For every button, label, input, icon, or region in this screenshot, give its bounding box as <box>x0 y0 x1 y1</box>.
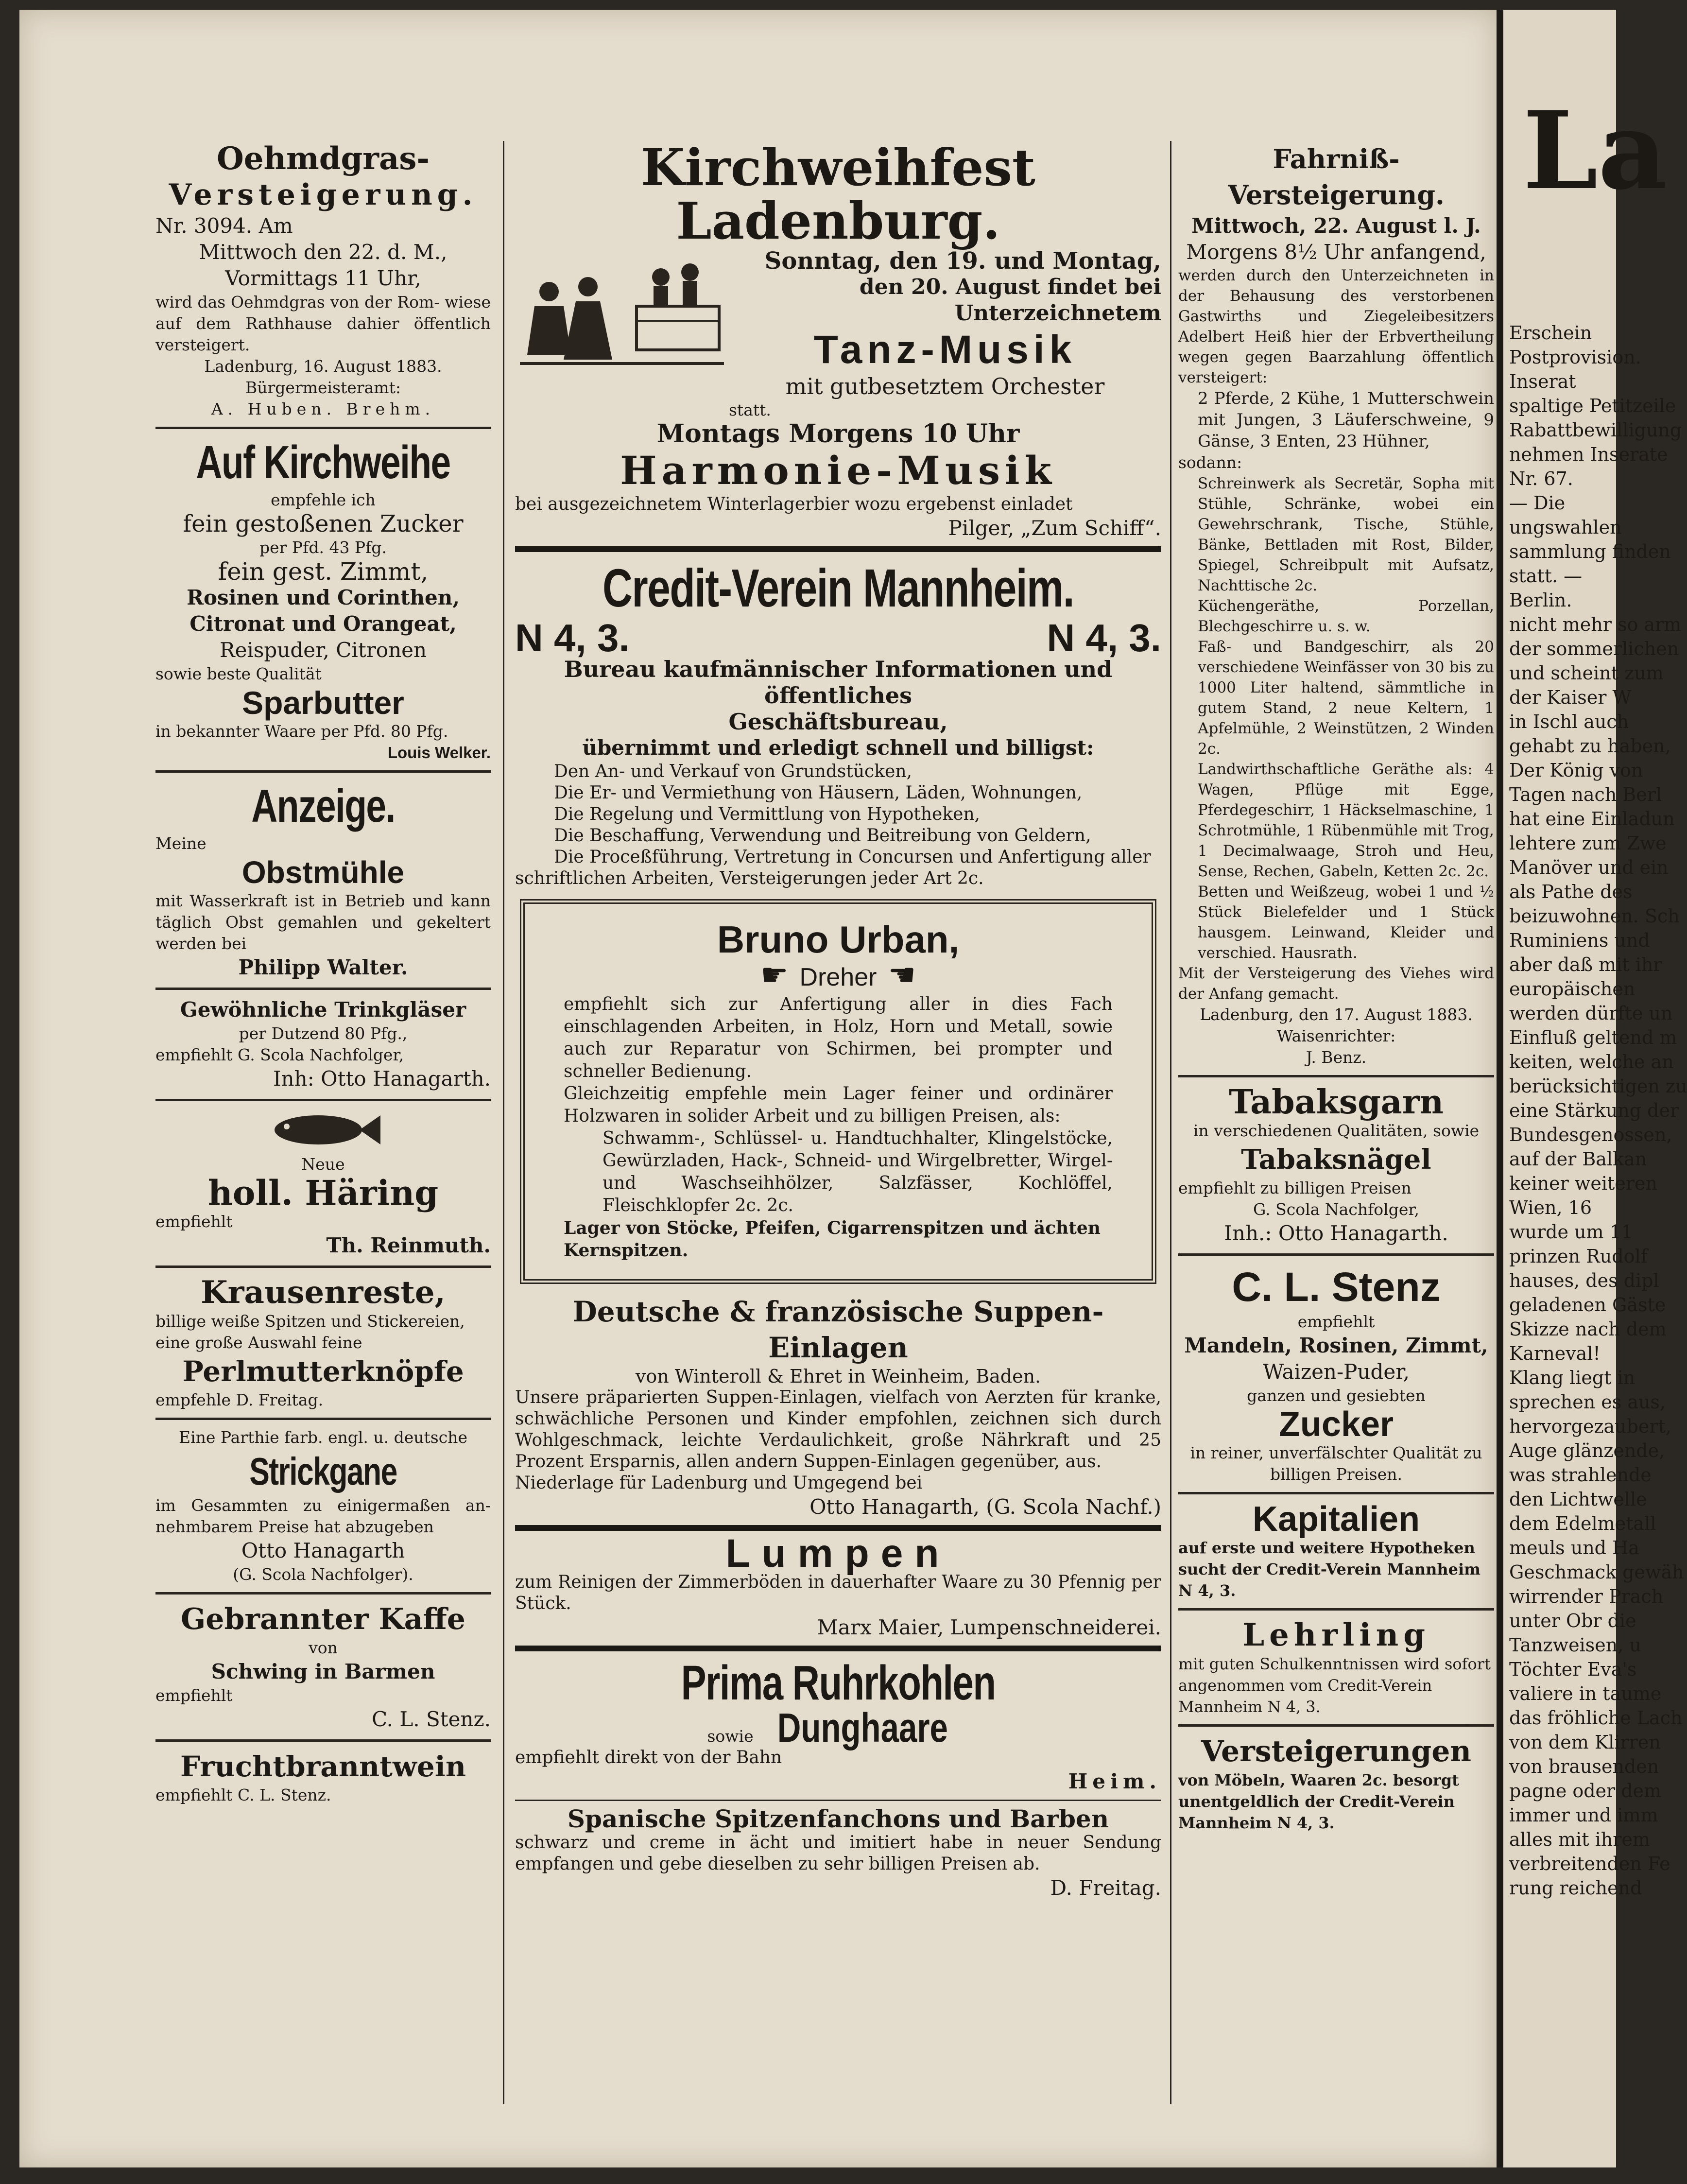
ad-title: Tabaksgarn <box>1228 1083 1444 1122</box>
next-page-line: aber daß mit ihr <box>1509 954 1662 975</box>
next-page-line: von brausenden <box>1509 1756 1659 1777</box>
ad-lumpen <box>515 1531 1161 1641</box>
next-page-line: Inserat <box>1509 371 1576 392</box>
ad-text: von Winteroll & Ehret in Weinheim, Baden. <box>635 1366 1041 1387</box>
ad-title: C. L. Stenz <box>1232 1264 1441 1310</box>
ad-text: Reispuder, Citronen <box>219 638 427 662</box>
fish-icon <box>155 1108 491 1154</box>
ad-text: billige weiße Spitzen und Stickereien, <box>155 1312 465 1331</box>
ad-text: Sonntag, den 19. und Montag, <box>764 247 1161 275</box>
ad-text: mit gutbesetztem Orchester <box>785 373 1105 399</box>
next-page-line: Geschmack gewäh <box>1509 1561 1684 1583</box>
ad-text: empfiehlt <box>155 1686 233 1705</box>
ad-stenz <box>1178 1263 1494 1485</box>
ad-text: per Dutzend 80 Pfg., <box>239 1024 408 1043</box>
next-page-line: Tagen nach Berl <box>1509 784 1662 805</box>
divider <box>515 1646 1161 1651</box>
ad-text: Faß- und Bandgeschirr, als 20 verschiedene Weinfässer von 30 bis zu 1000 Liter haltend, sämmtliche in gutem Stand, 2 neue Keltern, 1 Apfelmühle, 2 Weinstützen, 2 Winden 2c. <box>1198 638 1494 758</box>
ad-title: Krausenreste, <box>201 1274 446 1311</box>
ad-text: Inh: Otto Hanagarth. <box>273 1067 491 1091</box>
next-page-line: werden dürfte un <box>1509 1003 1673 1024</box>
next-page-line: gehabt zu haben, <box>1509 735 1671 757</box>
ad-title: Auf Kirchweihe <box>196 436 450 488</box>
ad-signature: (G. Scola Nachfolger). <box>233 1565 413 1584</box>
ad-text: Neue <box>301 1155 345 1174</box>
next-page-line: nicht mehr so arm <box>1509 614 1682 635</box>
ad-title: Lehrling <box>1242 1617 1430 1653</box>
ad-text: von <box>309 1638 338 1657</box>
divider <box>1178 1608 1494 1611</box>
ad-spitzenfanchons <box>515 1806 1161 1901</box>
list-item: Die Regelung und Vermittlung von Hypotheken, <box>554 804 981 824</box>
next-page-line: hervorgezaubert, <box>1509 1416 1671 1437</box>
ad-kaffe <box>155 1601 491 1733</box>
ad-text: empfiehlt zu billigen Preisen <box>1178 1179 1412 1197</box>
ad-text: per Pfd. 43 Pfg. <box>259 538 387 557</box>
ad-text: mit guten Schulkenntnissen wird sofort angenommen vom Credit-Verein Mannheim N 4, 3. <box>1178 1655 1491 1716</box>
divider <box>155 427 491 429</box>
next-page-line: Ruminiens und <box>1509 930 1650 951</box>
ad-title: Oehmdgras- <box>217 140 430 177</box>
next-page-line: beizuwohnen. Sch <box>1509 905 1680 927</box>
ad-text: Montags Morgens 10 Uhr <box>656 419 1020 449</box>
ad-highlight: Tabaksnägel <box>1241 1144 1431 1176</box>
next-page-text <box>1503 321 1687 1900</box>
list-item: Die Proceßführung, Vertretung in Concursen und Anfertigung aller <box>554 847 1151 867</box>
ad-fahrniss-versteigerung <box>1178 141 1494 1068</box>
divider <box>1178 1724 1494 1727</box>
ad-text: ganzen und gesiebten <box>1247 1386 1426 1405</box>
ad-highlight: Harmonie-Musik <box>620 448 1056 493</box>
next-page-line: Rabattbewilligung <box>1509 419 1682 441</box>
ad-title: Versteigerungen <box>1201 1734 1472 1768</box>
next-page-line: sammlung finden <box>1509 541 1671 562</box>
next-page-line: hauses, des dipl <box>1509 1270 1659 1291</box>
ad-text: schriftlichen Arbeiten, Versteigerungen jeder Art 2c. <box>515 868 984 888</box>
column-2 <box>515 138 1161 1901</box>
ad-highlight: holl. Häring <box>207 1173 439 1213</box>
ad-text: in verschiedenen Qualitäten, sowie <box>1193 1121 1480 1140</box>
next-page-line: Wien, 16 <box>1509 1197 1592 1218</box>
ad-signature: empfehle D. Freitag. <box>155 1390 324 1409</box>
ad-fruchtbranntwein <box>155 1749 491 1806</box>
divider <box>515 1800 1161 1801</box>
ad-text: empfehle ich <box>271 490 376 509</box>
ad-text: Schreinwerk als Secretär, Sopha mit Stühle, Schränke, wobei ein Gewehrschrank, Tische, Stühle, Bänke, Bettladen mit Rost, Bilder, Spiegel, Schreibpult mit Aufsatz, Nachttische 2c. <box>1198 475 1494 594</box>
next-page-line: den Lichtwelle <box>1509 1489 1647 1510</box>
pointing-hand-left-icon: ☚ <box>888 957 916 993</box>
ad-krausenreste <box>155 1275 491 1411</box>
ad-text: sowie beste Qualität <box>155 664 322 683</box>
ad-title: Gewöhnliche Trinkgläser <box>180 998 466 1022</box>
next-page-line: Klang liegt in <box>1509 1367 1635 1388</box>
ad-text: Geschäftsbureau, <box>728 709 948 735</box>
ad-highlight: Dunghaare <box>777 1705 948 1751</box>
column-rule-2 <box>1170 141 1171 2104</box>
ad-highlight: Sparbutter <box>242 685 404 721</box>
ad-signature: Otto Hanagarth <box>241 1539 405 1562</box>
next-page-line: Einfluß geltend m <box>1509 1027 1677 1048</box>
ad-highlight: Tanz-Musik <box>813 328 1077 372</box>
ad-text: Niederlage für Ladenburg und Umgegend bei <box>515 1473 923 1493</box>
next-page-line: das fröhliche Lach <box>1509 1707 1683 1729</box>
ad-signature: Heim. <box>1068 1769 1161 1793</box>
ad-text: sowie <box>707 1727 754 1746</box>
ad-versteigerungen <box>1178 1733 1494 1834</box>
list-item: Den An- und Verkauf von Grundstücken, <box>554 762 912 781</box>
ad-signature: A. Huben. Brehm. <box>211 399 435 418</box>
ad-kirchweihe <box>155 436 491 763</box>
ad-text: Unsere präparierten Suppen-Einlagen, vielfach von Aerzten für kranke, schwächliche Personen und Kinder empfohlen, zeichnen sich durch Wohlgeschmack, leichte Verdaulichkeit, große Nährkraft und 25 Prozent Ersparnis, allen andern Suppen-Einlagen gegenüber, aus. <box>515 1387 1161 1472</box>
ad-text: sodann: <box>1178 453 1242 472</box>
ad-bruno-urban <box>520 899 1156 1284</box>
next-page-line: Tanzweisen, u <box>1509 1634 1641 1656</box>
next-page-line: der sommerlichen <box>1509 638 1679 659</box>
ad-title: Deutsche & französische Suppen-Einlagen <box>572 1295 1104 1364</box>
ad-title: Fruchtbranntwein <box>180 1750 466 1783</box>
ad-title: Bruno Urban, <box>717 918 960 961</box>
ad-text: Rosinen und Corinthen, <box>187 586 460 609</box>
next-page-line: der Kaiser W <box>1509 687 1632 708</box>
ad-signature: Louis Welker. <box>387 744 491 762</box>
ad-text: empfiehlt direkt von der Bahn <box>515 1748 782 1768</box>
ad-highlight: Zucker <box>1278 1405 1394 1444</box>
ad-ruhrkohlen <box>515 1656 1161 1795</box>
next-page-line: auf der Balkan <box>1509 1148 1647 1170</box>
ad-kapitalien <box>1178 1501 1494 1601</box>
ad-title: Fahrniß-Versteigerung. <box>1228 143 1445 210</box>
ad-text: empfiehlt G. Scola Nachfolger, <box>155 1045 404 1064</box>
next-page-line: Skizze nach dem <box>1509 1318 1667 1340</box>
ad-signature: Pilger, „Zum Schiff“. <box>948 516 1161 540</box>
next-page-line: dem Edelmetall <box>1509 1513 1656 1534</box>
ad-text: Küchengeräthe, Porzellan, Blechgeschirre u. s. w. <box>1198 597 1494 635</box>
divider <box>515 1525 1161 1531</box>
dancers-illustration <box>515 248 729 374</box>
next-page-line: spaltige Petitzeile <box>1509 395 1676 416</box>
next-page-line: — Die <box>1509 492 1566 514</box>
next-page-line: eine Stärkung der <box>1509 1100 1679 1121</box>
next-page-line: Töchter Eva's <box>1509 1659 1637 1680</box>
ad-text: Mittwoch, 22. August l. J. <box>1191 214 1481 238</box>
next-page-line: lehtere zum Zwe <box>1509 832 1667 854</box>
ad-title: Prima Ruhrkohlen <box>681 1656 996 1710</box>
next-page-line: was strahlende <box>1509 1464 1652 1486</box>
ad-anzeige <box>155 780 491 981</box>
ad-lehrling <box>1178 1617 1494 1717</box>
divider <box>155 1592 491 1595</box>
next-page-line: statt. — <box>1509 565 1583 587</box>
next-page-line: berücksichtigen zu <box>1509 1075 1687 1097</box>
ad-text: Waisenrichter: <box>1276 1026 1396 1045</box>
ad-signature: D. Freitag. <box>1050 1876 1161 1900</box>
next-page-line: Nr. 67. <box>1509 468 1573 489</box>
ad-text: Lager von Stöcke, Pfeifen, Cigarrenspitzen und ächten Kernspitzen. <box>564 1218 1101 1261</box>
ad-text: Mittwoch den 22. d. M., <box>199 240 448 264</box>
ad-signature: C. L. Stenz. <box>372 1707 491 1731</box>
ad-text: fein gest. Zimmt, <box>218 557 429 586</box>
ad-text: empfiehlt sich zur Anfertigung aller in dies Fach einschlagenden Arbeiten, in Holz, Horn und Metall, sowie auch zur Reparatur von Schirmen, bei prompter und schneller Bedienung. <box>564 994 1113 1081</box>
divider <box>1178 1075 1494 1077</box>
next-page-line: alles mit ihrem <box>1509 1829 1650 1850</box>
ad-text: empfiehlt <box>155 1212 233 1231</box>
ad-text: Ladenburg, den 17. August 1883. <box>1200 1005 1473 1024</box>
ad-tabaksgarn <box>1178 1084 1494 1247</box>
ad-text: schwarz und creme in ächt und imitiert habe in neuer Sendung empfangen und gebe dieselben zu sehr billigen Preisen ab. <box>515 1833 1161 1874</box>
next-page-line: immer und imm <box>1509 1804 1658 1826</box>
ad-text: Schwamm-, Schlüssel- u. Handtuchhalter, Klingelstöcke, Gewürzladen, Hack-, Schneid- und Wirgelbretter, Wirgel- und Waschseihhölzer, Salzfässer, Kochlöffel, Fleischklopfer 2c. 2c. <box>602 1128 1113 1215</box>
ad-text: mit Wasserkraft ist in Betrieb und kann täglich Obst gemahlen und gekeltert werden bei <box>155 891 491 953</box>
next-page-line: prinzen Rudolf <box>1509 1246 1648 1267</box>
ad-text: zum Reinigen der Zimmerböden in dauerhafter Waare zu 30 Pfennig per Stück. <box>515 1572 1161 1613</box>
divider <box>155 1099 491 1101</box>
credit-address-right: N 4, 3. <box>1047 616 1161 659</box>
next-page-line: Manöver und ein <box>1509 857 1669 878</box>
ad-signature: J. Benz. <box>1306 1048 1367 1067</box>
ad-oehmdgras <box>155 141 491 420</box>
next-page-line: hat eine Einladun <box>1509 808 1675 830</box>
next-page-line: Auge glänzende, <box>1509 1440 1665 1461</box>
ad-text: Ladenburg, 16. August 1883. <box>204 357 442 376</box>
next-page-line: Karneval! <box>1509 1343 1601 1364</box>
next-page-line: und scheint zum <box>1509 662 1664 684</box>
next-page-line: Berlin. <box>1509 589 1572 611</box>
ad-text: Citronat und Orangeat, <box>189 612 457 636</box>
ad-text: wird das Oehmdgras von der Rom- wiese auf dem Rathhause dahier öffentlich versteigert. <box>155 293 491 354</box>
ad-text: auf erste und weitere Hypotheken sucht der Credit-Verein Mannheim N 4, 3. <box>1178 1539 1480 1600</box>
ad-text: statt. <box>729 400 771 419</box>
divider <box>155 1265 491 1268</box>
next-page-line: unter Obr die <box>1509 1610 1636 1631</box>
ad-suppen-einlagen <box>515 1294 1161 1520</box>
next-page-line: keiten, welche an <box>1509 1051 1674 1073</box>
ad-title: Anzeige. <box>251 780 395 832</box>
next-page-line: als Pathe des <box>1509 881 1633 902</box>
divider <box>155 770 491 773</box>
credit-address-left: N 4, 3. <box>515 616 630 659</box>
ad-signature: Marx Maier, Lumpenschneiderei. <box>817 1615 1161 1639</box>
ad-signature: empfiehlt C. L. Stenz. <box>155 1785 331 1804</box>
next-page-line: von dem Klirren <box>1509 1732 1661 1753</box>
ad-text: in reiner, unverfälschter Qualität zu billigen Preisen. <box>1190 1443 1482 1484</box>
ad-text: Schwing in Barmen <box>211 1660 435 1683</box>
ad-signature: Philipp Walter. <box>238 955 408 979</box>
ad-text: 2 Pferde, 2 Kühe, 1 Mutterschwein mit Jungen, 3 Läuferschweine, 9 Gänse, 3 Enten, 23 Hühner, <box>1198 389 1494 451</box>
credit-services-list <box>515 761 1161 868</box>
divider <box>155 1418 491 1420</box>
next-page-line: meuls und Ha <box>1509 1537 1639 1559</box>
ad-text: Gleichzeitig empfehle mein Lager feiner und ordinärer Holzwaren in solider Arbeit und zu billigen Preisen, als: <box>564 1084 1113 1126</box>
next-page-line: keiner weiteren <box>1509 1173 1657 1194</box>
divider <box>1178 1253 1494 1256</box>
ad-text: empfiehlt <box>1297 1312 1375 1331</box>
ad-signature: Otto Hanagarth, (G. Scola Nachf.) <box>809 1495 1161 1519</box>
next-page-line: rung reichend <box>1509 1877 1642 1899</box>
ad-highlight: Strickgane <box>249 1450 397 1493</box>
masthead-fragment: La <box>1523 87 1668 213</box>
ad-text: Betten und Weißzeug, wobei 1 und ½ Stück Bielefelder und 1 Stück hausgem. Leinwand, Kleider und verschied. Hausrath. <box>1198 883 1494 962</box>
next-page-fragment <box>1497 10 1687 2167</box>
next-page-line: Bundesgenossen, <box>1509 1124 1672 1145</box>
ad-haering <box>155 1108 491 1259</box>
ad-text: Vormittags 11 Uhr, <box>225 266 421 290</box>
ad-signature: Inh.: Otto Hanagarth. <box>1224 1221 1448 1245</box>
next-page-line: Postprovision. <box>1509 347 1641 368</box>
ad-text: in bekannter Waare per Pfd. 80 Pfg. <box>155 722 448 741</box>
ad-title: Spanische Spitzenfanchons und Barben <box>567 1804 1109 1833</box>
ad-trinkglaeser <box>155 997 491 1092</box>
ad-text: werden durch den Unterzeichneten in der Behausung des verstorbenen Gastwirths und Ziegeleibesitzers Adelbert Heiß hier der Erbvertheilung wegen gegen Baarzahlung öffentlich versteigert: <box>1178 267 1494 386</box>
column-3 <box>1178 141 1494 1834</box>
next-page-line: geladenen Gäste <box>1509 1294 1666 1316</box>
ad-text: Eine Parthie farb. engl. u. deutsche <box>179 1428 467 1447</box>
ad-text: Mandeln, Rosinen, Zimmt, <box>1184 1334 1488 1357</box>
ad-text: Morgens 8½ Uhr anfangend, <box>1186 240 1486 264</box>
ad-text: Waizen-Puder, <box>1262 1360 1410 1384</box>
ad-highlight: Obstmühle <box>241 855 405 890</box>
next-page-line: valiere in taume <box>1509 1683 1662 1704</box>
next-page-line: verbreitenden Fe <box>1509 1853 1670 1874</box>
ad-text: von Möbeln, Waaren 2c. besorgt unentgeldlich der Credit-Verein Mannheim N 4, 3. <box>1178 1771 1459 1832</box>
ad-signature: Th. Reinmuth. <box>326 1233 491 1257</box>
ad-text: bei ausgezeichnetem Winterlagerbier wozu ergebenst einladet <box>515 494 1073 514</box>
ad-subtitle: ☛ Dreher ☚ <box>760 957 916 993</box>
ad-text: Nr. 3094. Am <box>155 214 293 238</box>
ad-text: eine große Auswahl feine <box>155 1333 362 1352</box>
next-page-line: wirrender Prach <box>1509 1586 1664 1607</box>
ad-text: Landwirthschaftliche Geräthe als: 4 Wagen, Pflüge mit Egge, Pferdegeschirr, 1 Häckselmaschine, 1 Schrotmühle, 1 Rübenmühle mit Trog, 1 Decimalwaage, Stroh und Heu, Sense, Rechen, Gabeln, Ketten 2c. 2c. <box>1198 761 1494 880</box>
next-page-line: pagne oder dem <box>1509 1780 1662 1802</box>
next-page-line: nehmen Inserate <box>1509 444 1668 465</box>
divider <box>155 1739 491 1742</box>
ad-kirchweihfest <box>515 138 1161 541</box>
ad-text: Bureau kaufmännischer Informationen und öffentliches <box>564 656 1113 709</box>
ad-text: übernimmt und erledigt schnell und billigst: <box>582 736 1094 760</box>
next-page-line: in Ischl auch <box>1509 711 1629 732</box>
ad-title: Versteigerung. <box>169 178 478 212</box>
ad-highlight: Perlmutterknöpfe <box>182 1355 464 1388</box>
divider <box>1178 1492 1494 1494</box>
next-page-line: Erschein <box>1509 322 1592 344</box>
list-item: Die Er- und Vermiethung von Häusern, Läden, Wohnungen, <box>554 783 1083 803</box>
ad-text: den 20. August findet bei Unterzeichnetem <box>859 275 1161 326</box>
next-page-line: Der König von <box>1509 760 1643 781</box>
ad-title: Kirchweihfest Ladenburg. <box>641 138 1035 251</box>
ad-text: Meine <box>155 834 207 853</box>
next-page-line: wurde um 11 <box>1509 1221 1633 1243</box>
ad-title: Lumpen <box>725 1531 951 1576</box>
next-page-line: ungswahlen <box>1509 517 1622 538</box>
ad-strickgane <box>155 1427 491 1585</box>
next-page-line: sprechen es aus, <box>1509 1391 1666 1413</box>
divider <box>155 988 491 990</box>
column-rule-1 <box>503 141 504 2104</box>
ad-text: Bürgermeisteramt: <box>245 378 401 397</box>
next-page-line: europäischen <box>1509 978 1635 1000</box>
ad-title: Credit-Verein Mannheim. <box>602 558 1074 618</box>
ad-text: G. Scola Nachfolger, <box>1253 1200 1420 1219</box>
pointing-hand-right-icon: ☛ <box>760 957 789 993</box>
list-item: Die Beschaffung, Verwendung und Beitreibung von Geldern, <box>554 826 1091 846</box>
ad-title: Kapitalien <box>1252 1500 1420 1539</box>
ad-text: Mit der Versteigerung des Viehes wird der Anfang gemacht. <box>1178 965 1494 1003</box>
ad-text: im Gesammten zu einigermaßen an- nehmbarem Preise hat abzugeben <box>155 1496 491 1536</box>
ad-text: fein gestoßenen Zucker <box>183 510 464 537</box>
column-1 <box>155 141 491 1806</box>
ad-title: Gebrannter Kaffe <box>181 1602 465 1636</box>
divider <box>515 546 1161 552</box>
ad-credit-verein <box>515 557 1161 889</box>
